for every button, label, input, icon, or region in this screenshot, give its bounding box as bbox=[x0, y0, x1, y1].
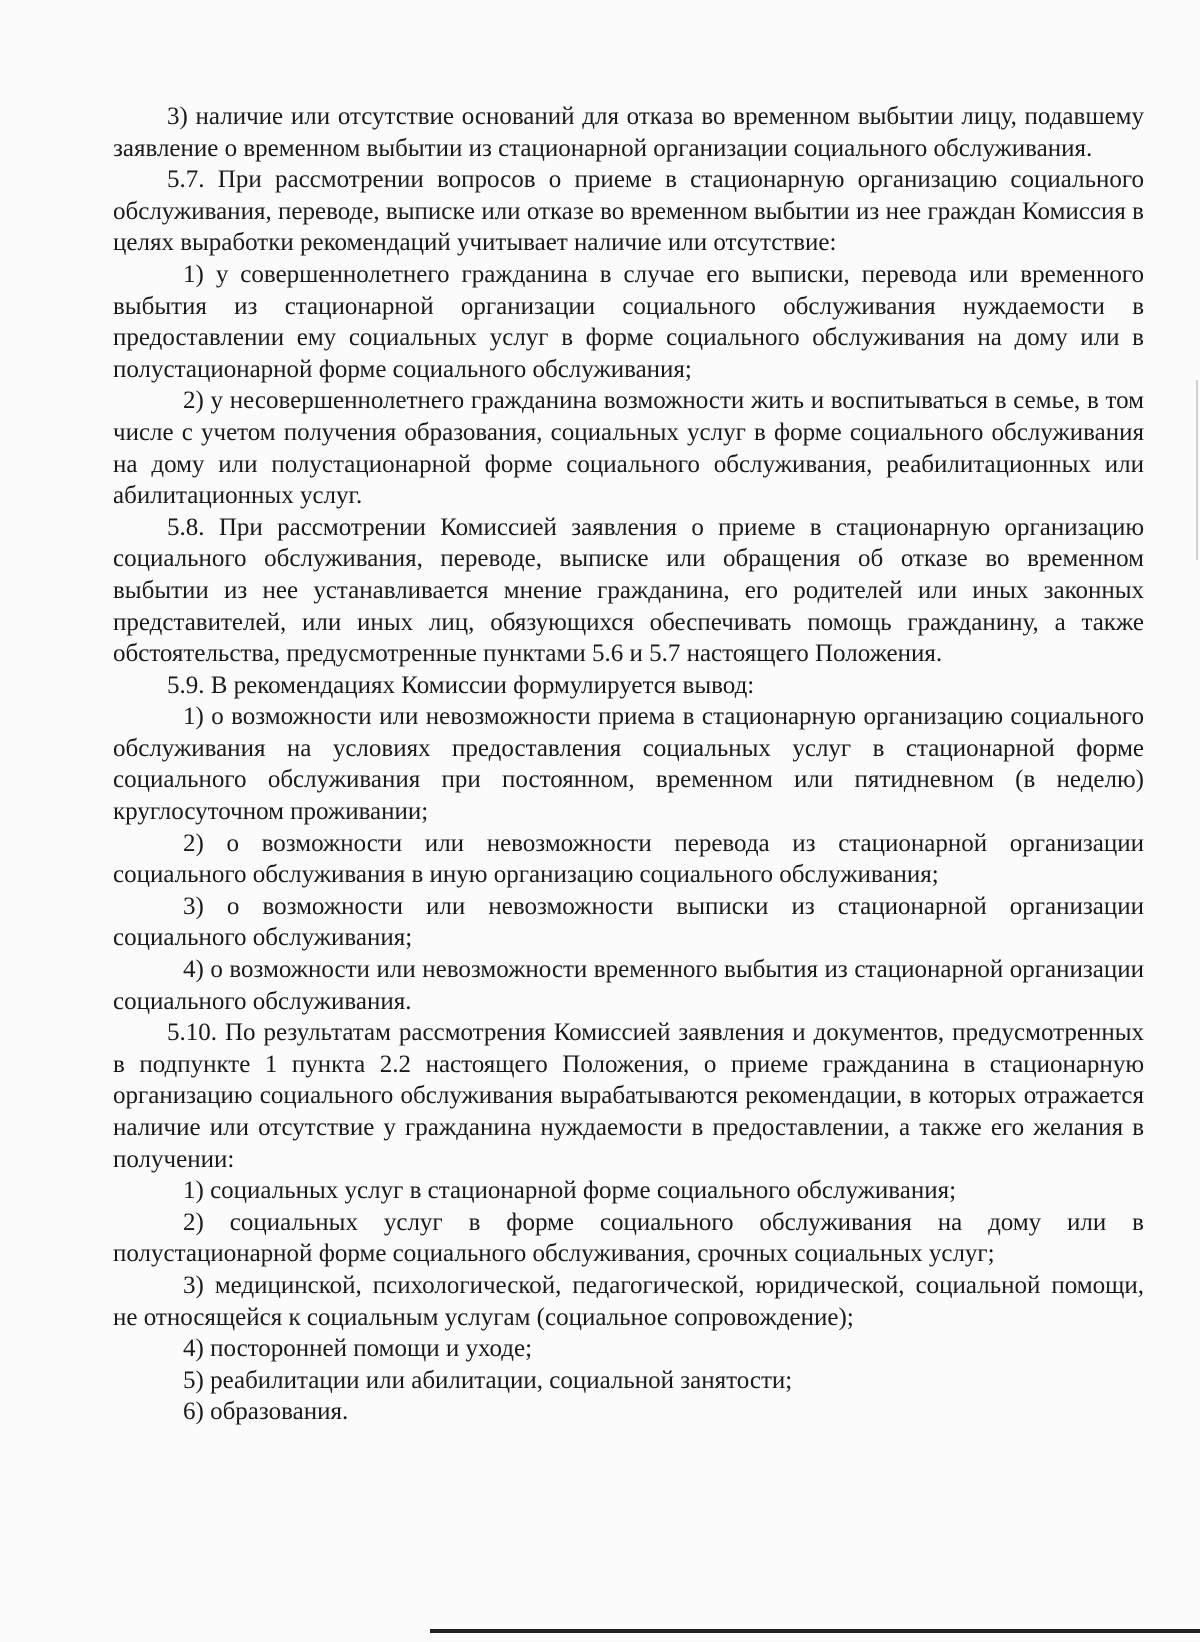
paragraph-5-10-item-1: 1) социальных услуг в стационарной форме социального обслуживания; bbox=[183, 1177, 957, 1205]
document-body bbox=[113, 101, 1144, 1428]
paragraph-5-9-item-3: 3) о возможности или невозможности выписки из стационарной организации социального обслуживания; bbox=[113, 892, 1144, 952]
scan-bottom-edge bbox=[430, 1629, 1200, 1633]
paragraph-5-10-item-6: 6) образования. bbox=[183, 1398, 349, 1426]
paragraph-5-10-item-3: 3) медицинской, психологической, педагогической, юридической, социальной помощи, не относящейся к социальным услугам (социальное сопровождение); bbox=[113, 1271, 1144, 1331]
paragraph-5-7-item-2: 2) у несовершеннолетнего гражданина возможности жить и воспитываться в семье, в том числе с учетом получения образования, социальных услуг в форме социального обслуживания на дому или полустационарной форме социального обслуживания, реабилитационных или абилитационных услуг. bbox=[113, 387, 1144, 510]
paragraph-5-10: 5.10. По результатам рассмотрения Комиссией заявления и документов, предусмотренных в подпункте 1 пункта 2.2 настоящего Положения, о приеме гражданина в стационарную организацию социального обслуживания вырабатываются рекомендации, в которых отражается наличие или отсутствие у гражданина нуждаемости в предоставлении, а также его желания в получении: bbox=[113, 1019, 1144, 1173]
paragraph-5-9-item-2: 2) о возможности или невозможности перевода из стационарной организации социального обслуживания в иную организацию социального обслуживания; bbox=[113, 829, 1144, 889]
scan-edge-mark bbox=[1196, 380, 1198, 560]
paragraph-5-10-item-5: 5) реабилитации или абилитации, социальной занятости; bbox=[183, 1366, 793, 1394]
paragraph-5-9: 5.9. В рекомендациях Комиссии формулируется вывод: bbox=[167, 671, 755, 699]
paragraph-5-7: 5.7. При рассмотрении вопросов о приеме в стационарную организацию социального обслуживания, переводе, выписке или отказе во временном выбытии из нее граждан Комиссия в целях выработки рекомендаций учитывает наличие или отсутствие: bbox=[113, 166, 1144, 257]
paragraph-5-10-item-4: 4) посторонней помощи и уходе; bbox=[183, 1335, 533, 1363]
paragraph-5-9-item-4: 4) о возможности или невозможности временного выбытия из стационарной организации социального обслуживания. bbox=[113, 956, 1144, 1015]
paragraph-item-3-refusal-grounds: 3) наличие или отсутствие оснований для отказа во временном выбытии лицу, подавшему заявление о временном выбытии из стационарной организации социального обслуживания. bbox=[113, 103, 1144, 162]
paragraph-5-9-item-1: 1) о возможности или невозможности приема в стационарную организацию социального обслуживания на условиях предоставления социальных услуг в стационарной форме социального обслуживания при постоянном, временном или пятидневном (в неделю) круглосуточном проживании; bbox=[113, 703, 1144, 826]
paragraph-5-8: 5.8. При рассмотрении Комиссией заявления о приеме в стационарную организацию социального обслуживания, переводе, выписке или обращения об отказе во временном выбытии из нее устанавливается мнение гражданина, его родителей или иных законных представителей, или иных лиц, обязующихся обеспечивать помощь гражданину, а также обстоятельства, предусмотренные пунктами 5.6 и 5.7 настоящего Положения. bbox=[113, 513, 1144, 668]
paragraph-5-7-item-1: 1) у совершеннолетнего гражданина в случае его выписки, перевода или временного выбытия из стационарной организации социального обслуживания нуждаемости в предоставлении ему социальных услуг в форме социального обслуживания на дому или в полустационарной форме социального обслуживания; bbox=[113, 260, 1144, 383]
paragraph-5-10-item-2: 2) социальных услуг в форме социального обслуживания на дому или в полустационарной форме социального обслуживания, срочных социальных услуг; bbox=[113, 1208, 1144, 1268]
